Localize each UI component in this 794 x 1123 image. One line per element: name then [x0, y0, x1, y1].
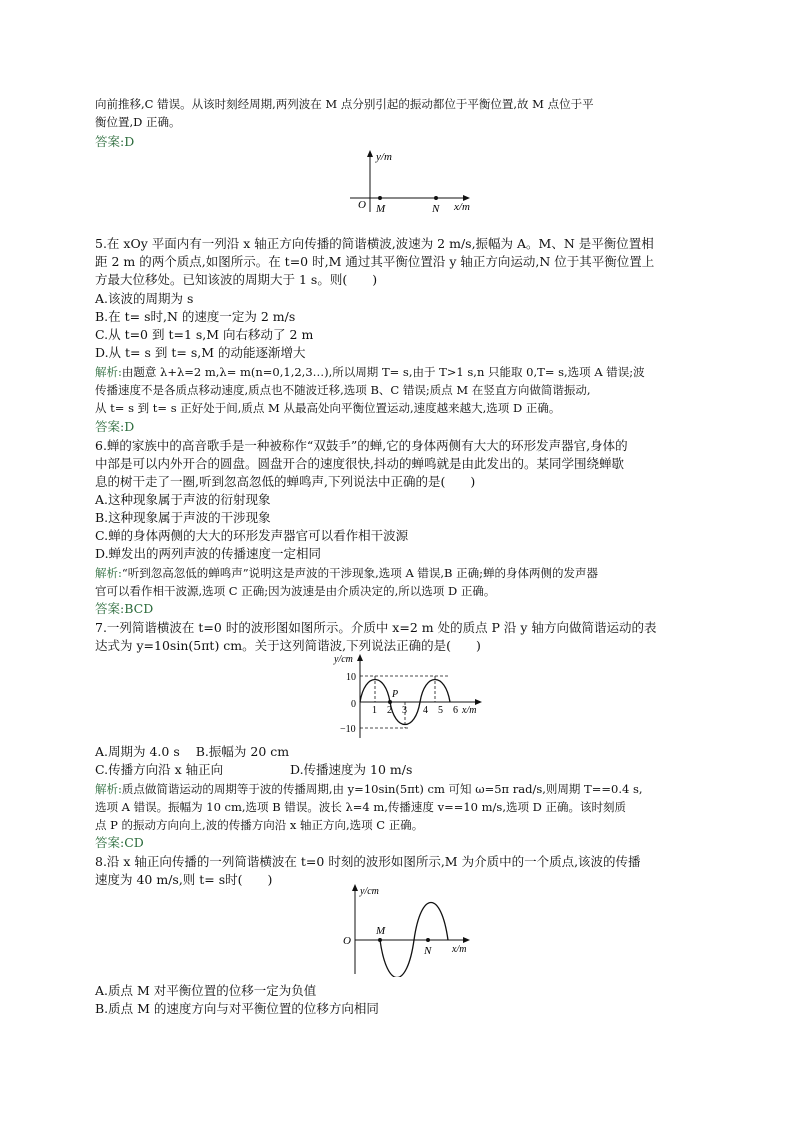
q7-option-d: D.传播速度为 10 m/s: [290, 762, 413, 777]
q5-jiexi-line-2: 传播速度不是各质点移动速度,质点也不随波迁移,选项 B、C 错误;质点 M 在竖直方向做简谐振动,: [95, 383, 591, 397]
prev-jiexi-line-2: 衡位置,D 正确。: [95, 115, 181, 129]
fig2-y-tick-10: 10: [346, 672, 356, 683]
q6-option-c: C.蝉的身体两侧的大大的环形发声器官可以看作相干波源: [95, 528, 409, 543]
q7-line-2: 达式为 y=10sin(5πt) cm。关于这列简谐波,下列说法正确的是( ): [95, 638, 481, 653]
prev-jiexi-line-1: 向前推移,C 错误。从该时刻经周期,两列波在 M 点分别引起的振动都位于平衡位置,故 M 点位于平: [95, 97, 594, 111]
q7-options-row-1: [95, 743, 705, 761]
fig3-x-label: x/m: [452, 944, 467, 955]
fig2-y-tick-neg10: −10: [340, 724, 356, 735]
q8-line-1: 8.沿 x 轴正向传播的一列简谐横波在 t=0 时刻的波形如图所示,M 为介质中的一个质点,该波的传播: [95, 854, 641, 869]
fig3-n-label: N: [424, 945, 432, 957]
fig2-x-tick-1: 1: [372, 705, 377, 716]
fig2-x-tick-4: 4: [423, 705, 428, 716]
figure-2-wave: [330, 652, 490, 740]
q7-option-a: A.周期为 4.0 s: [95, 744, 180, 759]
q6-jiexi-line-2: 官可以看作相干波源,选项 C 正确;因为波速是由介质决定的,所以选项 D 正确。: [95, 584, 496, 598]
q5-line-1: 5.在 xOy 平面内有一列沿 x 轴正方向传播的简谐横波,波速为 2 m/s,振幅为 A。M、N 是平衡位置相: [95, 236, 654, 251]
fig2-x-tick-6: 6: [453, 705, 458, 716]
q7-line-1: 7.一列简谐横波在 t=0 时的波形图如图所示。介质中 x=2 m 处的质点 P 沿 y 轴方向做简谐运动的表: [95, 620, 657, 635]
q7-answer: 答案:CD: [95, 835, 144, 850]
figure-1-axes: [340, 148, 480, 218]
q6-jiexi-line-1: [95, 564, 705, 582]
q5-jiexi-line-3: 从 t= s 到 t= s 正好处于间,质点 M 从最高处向平衡位置运动,速度越来越大,选项 D 正确。: [95, 401, 561, 415]
fig1-n-label: N: [432, 203, 440, 215]
q6-option-d: D.蝉发出的两列声波的传播速度一定相同: [95, 546, 322, 561]
fig2-y-label: y/cm: [334, 654, 353, 665]
fig1-y-label: y/m: [376, 151, 392, 163]
fig2-x-label: x/m: [462, 705, 477, 716]
fig3-y-label: y/cm: [360, 886, 379, 897]
q6-jiexi-label: 解析:: [95, 566, 122, 580]
fig2-x-tick-5: 5: [438, 705, 443, 716]
q6-option-a: A.这种现象属于声波的衍射现象: [95, 492, 271, 507]
q6-jiexi-text-1: “听到忽高忽低的蝉鸣声”说明这是声波的干涉现象,选项 A 错误,B 正确;蝉的身体两侧的发声器: [121, 566, 599, 580]
q7-jiexi-line-3: 点 P 的振动方向向上,波的传播方向沿 x 轴正方向,选项 C 正确。: [95, 818, 424, 832]
q7-options-row-2: [95, 761, 705, 779]
q8-option-b: B.质点 M 的速度方向与对平衡位置的位移方向相同: [95, 1001, 379, 1016]
fig1-x-label: x/m: [454, 201, 470, 213]
q7-jiexi-line-1: [95, 780, 705, 798]
q6-line-1: 6.蝉的家族中的高音歌手是一种被称作“双鼓手”的蝉,它的身体两侧有大大的环形发声器官,身体的: [95, 438, 628, 453]
fig2-x-tick-3: 3: [402, 705, 407, 716]
fig3-m-label: M: [376, 925, 386, 937]
q6-option-b: B.这种现象属于声波的干涉现象: [95, 510, 271, 525]
q7-option-b: B.振幅为 20 cm: [195, 744, 290, 759]
q5-jiexi-label: 解析:: [95, 365, 122, 379]
q5-jiexi-line-1: [95, 363, 705, 381]
q5-answer: 答案:D: [95, 419, 135, 434]
q5-option-c: C.从 t=0 到 t=1 s,M 向右移动了 2 m: [95, 327, 314, 342]
q8-option-a: A.质点 M 对平衡位置的位移一定为负值: [95, 983, 317, 998]
q5-jiexi-text-1: 由题意 λ+λ=2 m,λ= m(n=0,1,2,3…),所以周期 T= s,由于 T>1 s,n 只能取 0,T= s,选项 A 错误;波: [121, 365, 645, 379]
q5-option-b: B.在 t= s时,N 的速度一定为 2 m/s: [95, 309, 296, 324]
q6-line-2: 中部是可以内外开合的圆盘。圆盘开合的速度很快,抖动的蝉鸣就是由此发出的。某同学围绕蝉歇: [95, 456, 624, 471]
q7-jiexi-line-2: 选项 A 错误。振幅为 10 cm,选项 B 错误。波长 λ=4 m,传播速度 v==10 m/s,选项 D 正确。该时刻质: [95, 800, 627, 814]
q5-option-d: D.从 t= s 到 t= s,M 的动能逐渐增大: [95, 345, 306, 360]
q5-line-2: 距 2 m 的两个质点,如图所示。在 t=0 时,M 通过其平衡位置沿 y 轴正方向运动,N 位于其平衡位置上: [95, 254, 655, 269]
fig2-x-tick-2: 2: [387, 705, 392, 716]
q5-line-3: 方最大位移处。已知该波的周期大于 1 s。则( ): [95, 272, 378, 287]
q7-jiexi-label: 解析:: [95, 782, 122, 796]
fig3-origin: O: [343, 935, 351, 947]
fig1-origin: O: [358, 199, 366, 211]
fig2-y-tick-0: 0: [351, 699, 356, 710]
q5-option-a: A.该波的周期为 s: [95, 291, 194, 306]
fig2-p-label: P: [392, 689, 399, 700]
q8-line-2: 速度为 40 m/s,则 t= s时( ): [95, 872, 273, 887]
q6-line-3: 息的树干走了一圈,听到忽高忽低的蝉鸣声,下列说法中正确的是( ): [95, 474, 476, 489]
q6-answer: 答案:BCD: [95, 601, 154, 616]
q7-jiexi-text-1: 质点做简谐运动的周期等于波的传播周期,由 y=10sin(5πt) cm 可知 ω=5π rad/s,则周期 T==0.4 s,: [121, 782, 643, 796]
prev-answer: 答案:D: [95, 134, 135, 149]
fig1-m-label: M: [376, 203, 386, 215]
q7-option-c: C.传播方向沿 x 轴正向: [95, 762, 224, 777]
figure-3-wave: [340, 882, 480, 977]
